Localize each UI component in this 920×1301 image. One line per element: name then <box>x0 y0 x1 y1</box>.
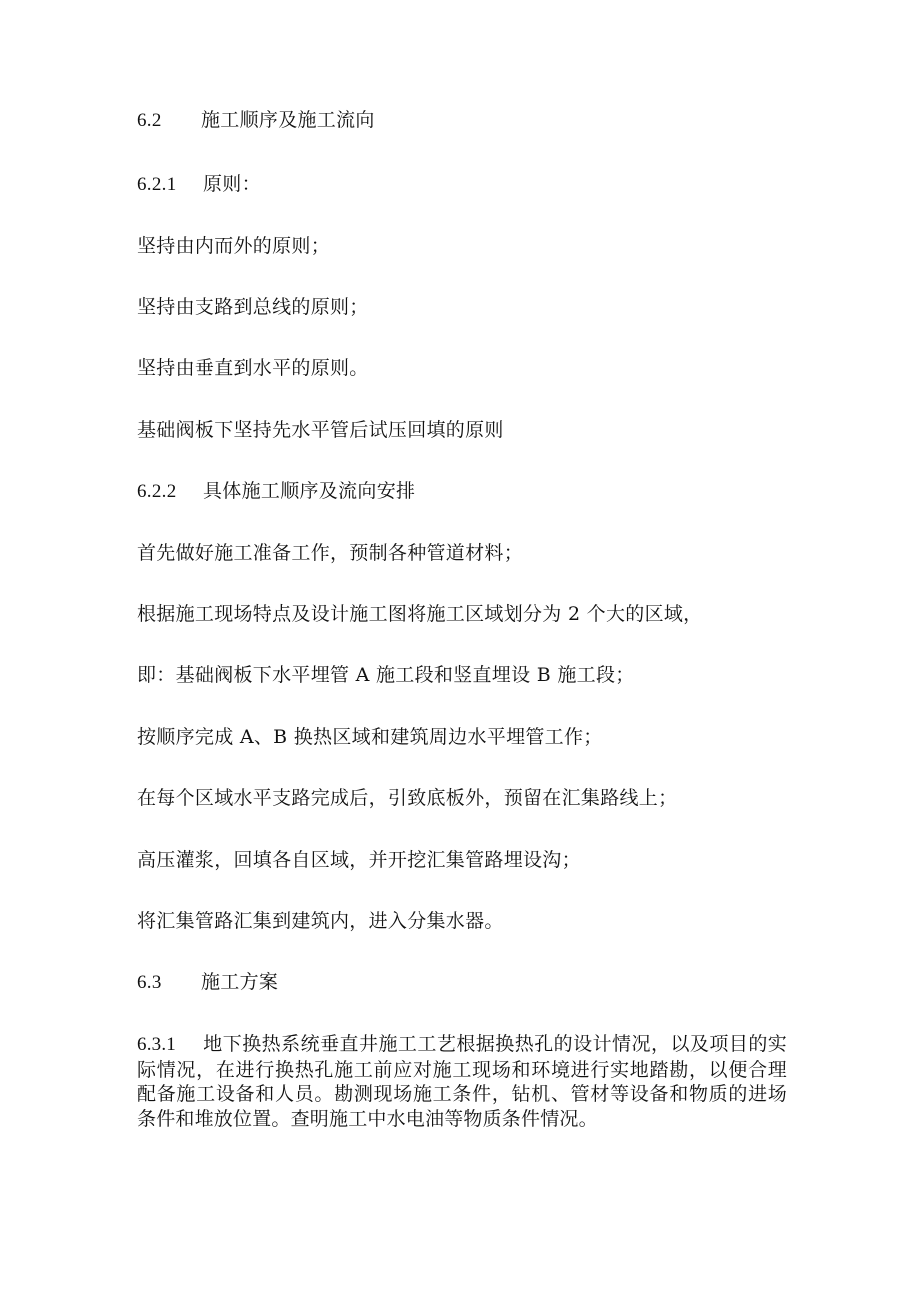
section-number: 6.3.1 <box>137 1034 176 1055</box>
principle-line: 坚持由垂直到水平的原则。 <box>137 357 369 379</box>
paragraph-6-3-1 <box>137 1032 787 1131</box>
principle-line: 坚持由支路到总线的原则； <box>137 296 369 318</box>
step-line: 按顺序完成 A、B 换热区域和建筑周边水平埋管工作； <box>137 726 603 748</box>
step-line: 首先做好施工准备工作，预制各种管道材料； <box>137 542 524 564</box>
step-line: 在每个区域水平支路完成后，引致底板外，预留在汇集路线上； <box>137 787 678 809</box>
heading-6-2 <box>137 108 375 133</box>
heading-6-2-1 <box>137 172 261 197</box>
step-line: 将汇集管路汇集到建筑内，进入分集水器。 <box>137 910 504 932</box>
principle-line: 坚持由内而外的原则； <box>137 235 331 257</box>
section-title: 施工方案 <box>201 971 279 993</box>
paragraph-text: 地下换热系统垂直井施工工艺根据换热孔的设计情况，以及项目的实际情况，在进行换热孔施工前应对施工现场和环境进行实地踏勘，以便合理配备施工设备和人员。勘测现场施工条件，钻机、管材等设备和物质的进场条件和堆放位置。查明施工中水电油等物质条件情况。 <box>137 1033 787 1130</box>
section-number: 6.2 <box>137 110 162 131</box>
step-line: 根据施工现场特点及设计施工图将施工区域划分为 2 个大的区域， <box>137 603 703 625</box>
section-number: 6.2.2 <box>137 481 177 502</box>
heading-6-3 <box>137 970 278 995</box>
heading-6-2-2 <box>137 479 415 504</box>
section-title: 具体施工顺序及流向安排 <box>203 480 416 502</box>
section-title: 原则： <box>203 173 261 195</box>
section-number: 6.3 <box>137 972 162 993</box>
principle-line: 基础阀板下坚持先水平管后试压回填的原则 <box>137 419 504 441</box>
section-title: 施工顺序及施工流向 <box>201 109 375 131</box>
step-line: 高压灌浆，回填各自区域，并开挖汇集管路埋设沟； <box>137 849 581 871</box>
section-number: 6.2.1 <box>137 174 177 195</box>
step-line: 即：基础阀板下水平埋管 A 施工段和竖直埋设 B 施工段； <box>137 664 635 686</box>
